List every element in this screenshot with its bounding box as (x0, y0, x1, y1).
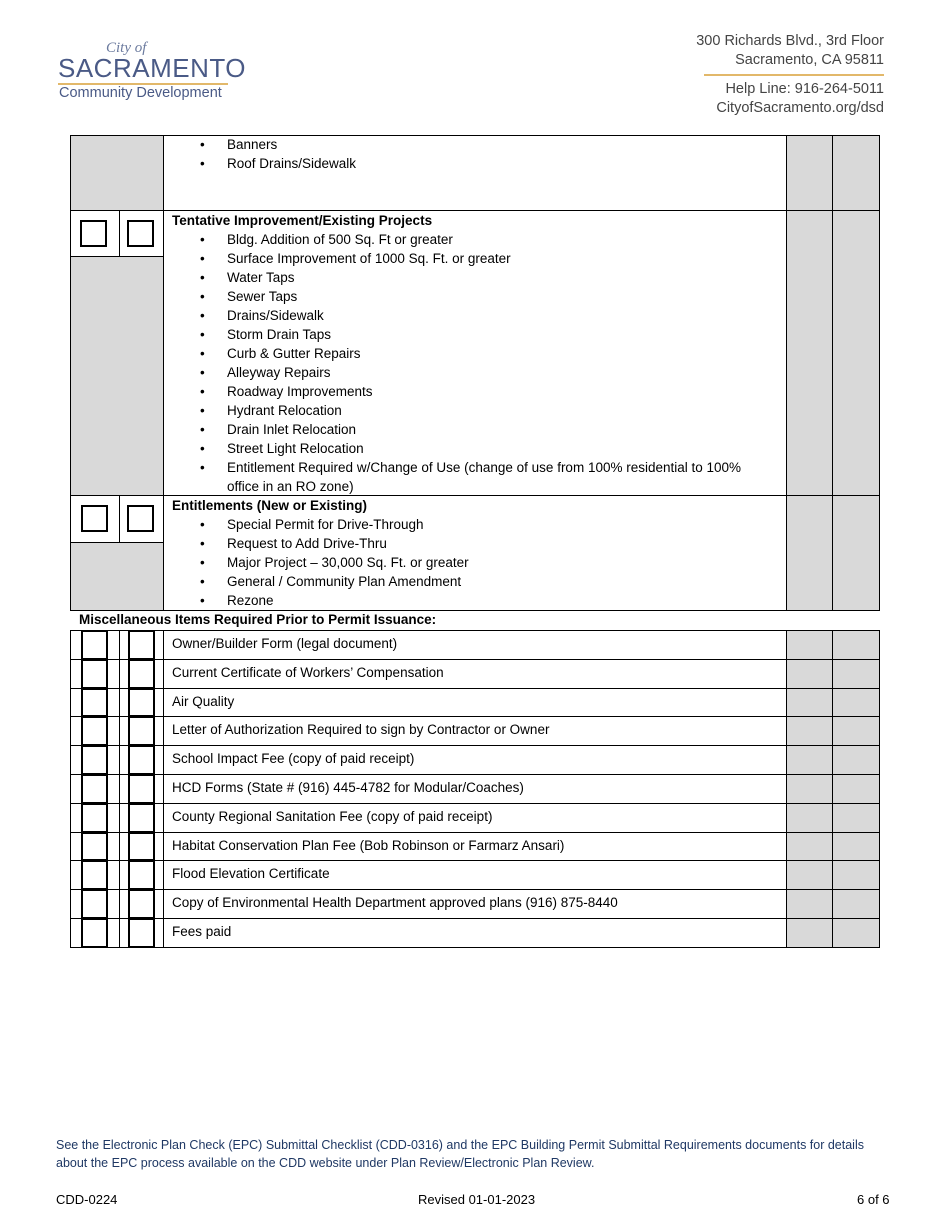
list-item: • Special Permit for Drive-Through (227, 515, 772, 534)
city-logo (58, 38, 246, 108)
misc-row-grey-b (832, 918, 880, 948)
right-col-b-row3 (832, 495, 880, 611)
misc-row-grey-a (786, 745, 833, 775)
misc-title: Miscellaneous Items Required Prior to Permit Issuance: (79, 612, 437, 627)
row3-left-grey-cell (70, 542, 164, 611)
misc-row-grey-a (786, 832, 833, 861)
misc-row-grey-a (786, 716, 833, 746)
misc-checkbox-b[interactable] (128, 659, 155, 689)
misc-item-text: Letter of Authorization Required to sign by Contractor or Owner (172, 722, 550, 737)
misc-checkbox-a[interactable] (81, 716, 108, 746)
misc-checkbox-b[interactable] (128, 918, 155, 948)
misc-item-text: Current Certificate of Workers’ Compensation (172, 665, 444, 680)
entitlements-checkbox-b[interactable] (127, 505, 154, 532)
list-item: • Curb & Gutter Repairs (227, 344, 772, 363)
misc-row-text-cell (163, 918, 787, 948)
list-item: • General / Community Plan Amendment (227, 572, 772, 591)
misc-item-text: Flood Elevation Certificate (172, 866, 330, 881)
misc-row-divider (119, 889, 120, 919)
list-item: • Roof Drains/Sidewalk (227, 154, 356, 173)
misc-row-divider (119, 860, 120, 890)
list-item: • Major Project – 30,000 Sq. Ft. or greater (227, 553, 772, 572)
address-block (696, 32, 884, 117)
footer-note: See the Electronic Plan Check (EPC) Submittal Checklist (CDD-0316) and the EPC Building Permit Submittal Requirements documents for details about the EPC process available on the CDD website under Plan Review/Electronic Plan Review. (56, 1138, 864, 1170)
misc-checkbox-b[interactable] (128, 803, 155, 833)
list-item: • Street Light Relocation (227, 439, 772, 458)
misc-row-grey-b (832, 889, 880, 919)
list-item: • Water Taps (227, 268, 772, 287)
row2-left-grey-cell (70, 256, 164, 496)
misc-checkbox-a[interactable] (81, 688, 108, 717)
misc-item-text: Fees paid (172, 924, 232, 939)
right-col-a-row2 (786, 210, 833, 496)
misc-row-grey-b (832, 774, 880, 804)
misc-row-grey-a (786, 803, 833, 833)
misc-row-grey-a (786, 688, 833, 717)
misc-row-divider (119, 688, 120, 717)
misc-row-divider (119, 659, 120, 689)
misc-checkbox-a[interactable] (81, 918, 108, 948)
misc-row-divider (119, 803, 120, 833)
misc-row-divider (119, 918, 120, 948)
right-col-b-row2 (832, 210, 880, 496)
list-item: • Banners (227, 135, 356, 154)
website-text: CityofSacramento.org/dsd (716, 99, 884, 116)
misc-row-grey-a (786, 860, 833, 890)
misc-row-grey-b (832, 803, 880, 833)
list-item: • Storm Drain Taps (227, 325, 772, 344)
misc-row-grey-a (786, 918, 833, 948)
misc-item-text: Air Quality (172, 694, 235, 709)
misc-row-divider (119, 630, 120, 660)
tentative-checkbox-b[interactable] (127, 220, 154, 247)
list-item: • Request to Add Drive-Thru (227, 534, 772, 553)
right-col-a-row3 (786, 495, 833, 611)
misc-row-divider (119, 832, 120, 861)
help-line: Help Line: 916-264-5011 (725, 81, 884, 97)
misc-row-grey-b (832, 745, 880, 775)
misc-checkbox-a[interactable] (81, 774, 108, 804)
logo-city-text: City of (106, 40, 147, 56)
list-item: • Alleyway Repairs (227, 363, 772, 382)
misc-row-grey-b (832, 659, 880, 689)
right-col-a-row1 (786, 135, 833, 211)
address-rule (704, 74, 884, 76)
revised-date: Revised 01-01-2023 (418, 1192, 536, 1207)
right-col-b-row1 (832, 135, 880, 211)
tentative-checkbox-a[interactable] (80, 220, 107, 247)
tentative-title: Tentative Improvement/Existing Projects (172, 213, 433, 228)
logo-department-text: Community Development (59, 85, 222, 101)
misc-checkbox-b[interactable] (128, 889, 155, 919)
misc-checkbox-b[interactable] (128, 716, 155, 746)
misc-checkbox-a[interactable] (81, 860, 108, 890)
misc-row-grey-a (786, 889, 833, 919)
misc-item-text: HCD Forms (State # (916) 445-4782 for Modular/Coaches) (172, 780, 524, 795)
list-item: • Rezone (227, 591, 772, 610)
misc-checkbox-a[interactable] (81, 803, 108, 833)
form-number: CDD-0224 (56, 1192, 118, 1207)
row1-left-cell (70, 135, 164, 211)
list-item: • Roadway Improvements (227, 382, 772, 401)
misc-row-grey-b (832, 832, 880, 861)
page-number: 6 of 6 (857, 1192, 890, 1207)
misc-checkbox-a[interactable] (81, 889, 108, 919)
misc-row-text-cell (163, 688, 787, 717)
misc-item-text: Owner/Builder Form (legal document) (172, 636, 398, 651)
address-line-1: 300 Richards Blvd., 3rd Floor (696, 33, 884, 49)
entitlements-title: Entitlements (New or Existing) (172, 498, 368, 513)
misc-row-divider (119, 774, 120, 804)
misc-checkbox-b[interactable] (128, 745, 155, 775)
misc-checkbox-b[interactable] (128, 774, 155, 804)
misc-row-grey-a (786, 774, 833, 804)
entitlements-checkbox-a[interactable] (81, 505, 108, 532)
tentative-section (172, 211, 772, 496)
misc-row-grey-a (786, 659, 833, 689)
misc-checkbox-b[interactable] (128, 860, 155, 890)
list-item: • Hydrant Relocation (227, 401, 772, 420)
misc-row-grey-b (832, 630, 880, 660)
address-line-2: Sacramento, CA 95811 (735, 51, 884, 68)
list-item: • Bldg. Addition of 500 Sq. Ft or greater (227, 230, 772, 249)
logo-name-text: SACRAMENTO (58, 53, 246, 83)
list-item: • Entitlement Required w/Change of Use (change of use from 100% residential to 100% office in an RO zone) (227, 458, 772, 496)
misc-checkbox-a[interactable] (81, 832, 108, 861)
misc-checkbox-a[interactable] (81, 659, 108, 689)
list-item: • Sewer Taps (227, 287, 772, 306)
misc-row-grey-b (832, 860, 880, 890)
entitlements-section (172, 496, 772, 610)
misc-checkbox-b[interactable] (128, 630, 155, 660)
misc-item-text: County Regional Sanitation Fee (copy of paid receipt) (172, 809, 493, 824)
misc-item-text: School Impact Fee (copy of paid receipt) (172, 751, 415, 766)
misc-checkbox-a[interactable] (81, 745, 108, 775)
list-item: • Drains/Sidewalk (227, 306, 772, 325)
list-item: • Surface Improvement of 1000 Sq. Ft. or greater (227, 249, 772, 268)
continued-section (172, 135, 356, 173)
misc-checkbox-b[interactable] (128, 688, 155, 717)
misc-checkbox-b[interactable] (128, 832, 155, 861)
misc-row-divider (119, 745, 120, 775)
list-item: • Drain Inlet Relocation (227, 420, 772, 439)
misc-row-divider (119, 716, 120, 746)
misc-item-text: Habitat Conservation Plan Fee (Bob Robinson or Farmarz Ansari) (172, 838, 565, 853)
misc-checkbox-a[interactable] (81, 630, 108, 660)
misc-item-text: Copy of Environmental Health Department approved plans (916) 875-8440 (172, 895, 618, 910)
misc-row-grey-b (832, 688, 880, 717)
misc-row-grey-b (832, 716, 880, 746)
misc-row-grey-a (786, 630, 833, 660)
